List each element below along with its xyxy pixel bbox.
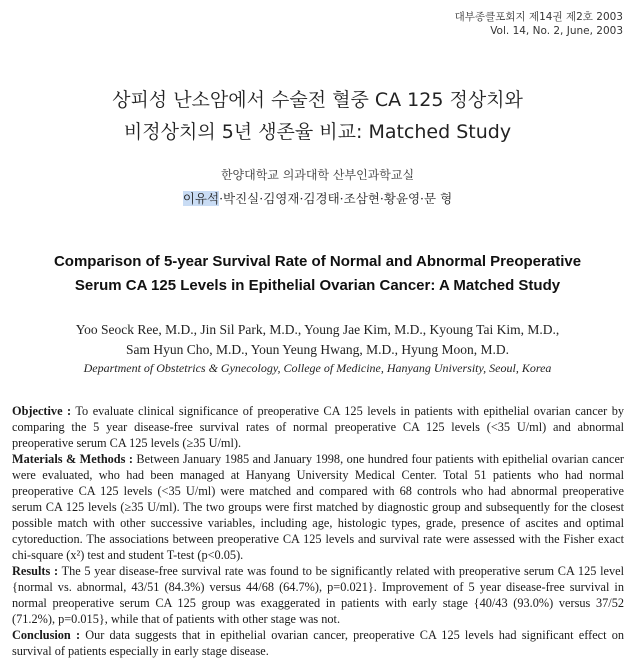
english-title-line-2: Serum CA 125 Levels in Epithelial Ovarian Cancer: A Matched Study [74, 277, 561, 294]
selected-author-name[interactable]: 이유석 [182, 191, 220, 206]
conclusion-label: Conclusion : [12, 628, 81, 642]
abstract-conclusion [12, 627, 624, 659]
objective-label: Objective : [12, 404, 72, 418]
english-department: Department of Obstetrics & Gynecology, College of Medicine, Hanyang University, Seoul, Korea [83, 361, 552, 375]
korean-title-line-2: 비정상치의 5년 생존율 비교: Matched Study [123, 121, 512, 143]
korean-affiliation: 한양대학교 의과대학 산부인과학교실 [220, 168, 415, 182]
korean-authors [0, 189, 635, 207]
abstract-methods [12, 451, 624, 563]
conclusion-text: Our data suggests that in epithelial ovarian cancer, preoperative CA 125 levels had significant effect on survival of patients especially in early stage disease. [12, 628, 624, 658]
objective-text: To evaluate clinical significance of preoperative CA 125 levels in patients with epithelial ovarian cancer by comparing the 5 year disease-free survival rates of normal preoperative CA 125 levels (<35 U/ml) and abnormal preoperative serum CA 125 levels (≥35 U/ml). [12, 404, 625, 450]
methods-text: Between January 1985 and January 1998, one hundred four patients with epithelial ovarian cancer were evaluated, who had been managed at Hanyang University Medical Center. Total 51 patients who had normal preoperative CA 125 levels (<35 U/ml) were matched and compared with 68 controls who had abnormal preoperative serum CA 125 levels (≥35 U/ml). The two groups were first matched by diagnostic group and subsequently for the closest possible match with other successive variables, including age, histologic types, grade, presence of ascites and optimal cytoreduction. The associations between preoperative CA 125 levels and survival rate were assessed with the Fisher exact chi-square (x²) test and student T-test (p<0.05). [12, 452, 624, 562]
journal-header [455, 10, 623, 38]
methods-label: Materials & Methods : [12, 452, 133, 466]
english-title-line-1: Comparison of 5-year Survival Rate of Normal and Abnormal Preoperative [53, 253, 582, 270]
korean-title-line-1: 상피성 난소암에서 수술전 혈중 CA 125 정상치와 [112, 89, 523, 111]
abstract [12, 403, 624, 659]
journal-line-english: Vol. 14, No. 2, June, 2003 [490, 25, 623, 37]
english-authors-line-2: Sam Hyun Cho, M.D., Youn Yeung Hwang, M.D., Hyung Moon, M.D. [126, 342, 509, 357]
results-label: Results : [12, 564, 59, 578]
english-authors-line-1: Yoo Seock Ree, M.D., Jin Sil Park, M.D., Young Jae Kim, M.D., Kyoung Tai Kim, M.D., [75, 322, 560, 337]
remaining-authors: ·박진실·김영재·김경태·조삼현·황윤영·문 형 [219, 191, 453, 206]
journal-line-korean: 대부종클포회지 제14권 제2호 2003 [454, 11, 623, 23]
abstract-results [12, 563, 624, 627]
results-text: The 5 year disease-free survival rate was found to be significantly related with preoperative serum CA 125 level {normal vs. abnormal, 43/51 (84.3%) versus 44/68 (64.7%), p=0.021}. Improvement of 5 year disease-free survival in normal preoperative serum CA 125 group was exaggerated in patients with early stage {40/43 (93.0%) versus 37/52 (71.2%), p=0.015}, while that of patients with other stage was not. [12, 564, 624, 626]
abstract-objective [12, 403, 624, 451]
